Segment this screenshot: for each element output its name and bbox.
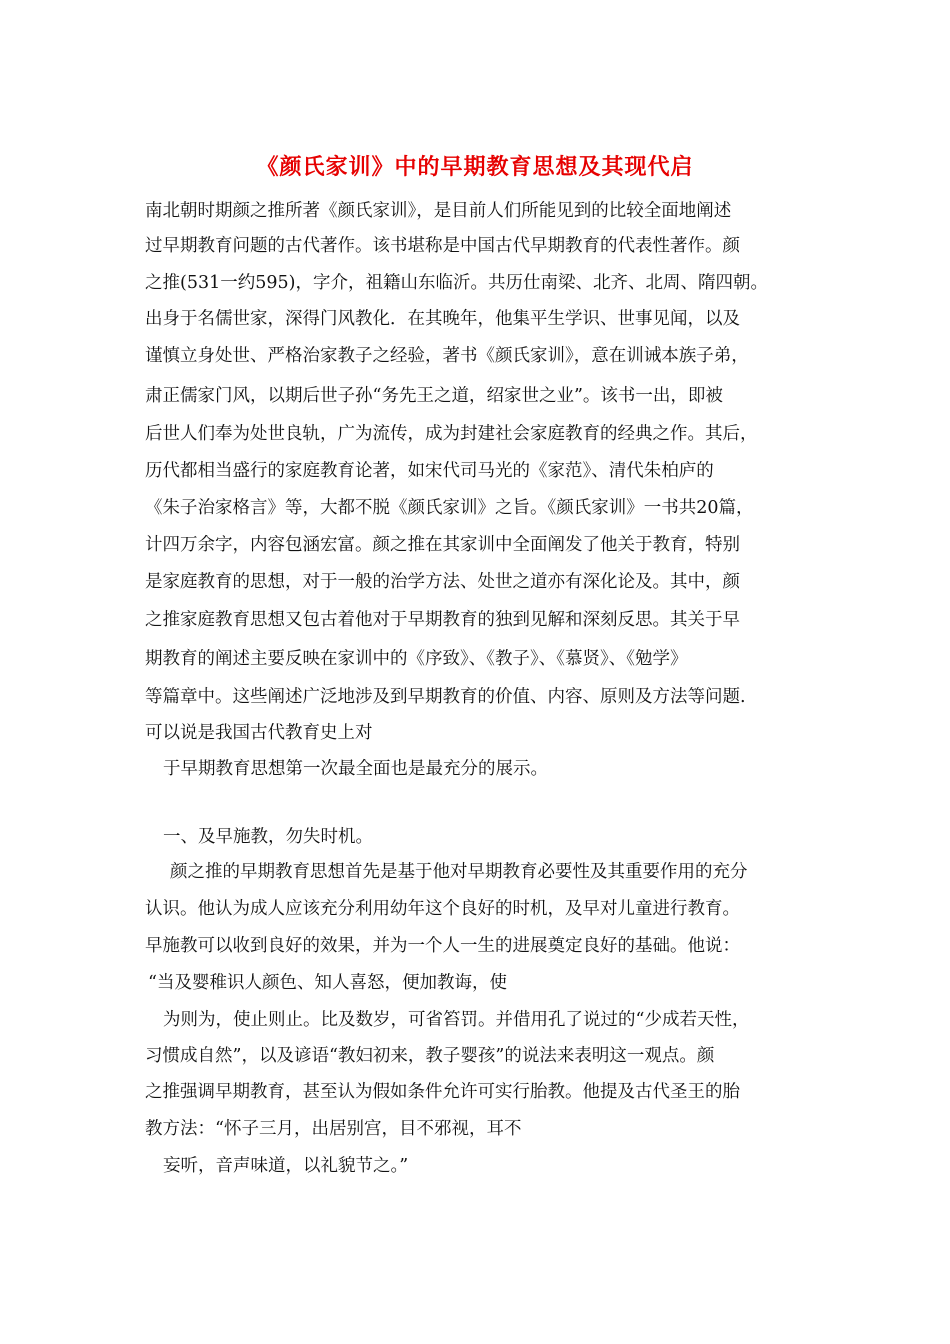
text-line: 谨慎立身处世、严格治家教子之经验，著书《颜氏家训》，意在训诫本族子弟， [145,346,749,366]
text-line: 于早期教育思想第一次最全面也是最充分的展示。 [163,759,548,779]
document-title: 《颜氏家训》中的早期教育思想及其现代启 [256,154,694,180]
text-line: 之推强调早期教育，甚至认为假如条件允许可实行胎教。他提及古代圣王的胎 [145,1082,740,1102]
text-line: 早施教可以收到良好的效果，并为一个人一生的进展奠定良好的基础。他说： [145,936,740,956]
text-line: 为则为，使止则止。比及数岁，可省笞罚。并借用孔了说过的“少成若天性， [163,1010,750,1030]
text-line: 等篇章中。这些阐述广泛地涉及到早期教育的价值、内容、原则及方法等问题. [145,687,746,707]
text-line: 之推家庭教育思想又包古着他对于早期教育的独到见解和深刻反思。其关于早 [145,610,740,630]
text-line: 颜之推的早期教育思想首先是基于他对早期教育必要性及其重要作用的充分 [170,862,748,882]
text-line: 过早期教育问题的古代著作。该书堪称是中国古代早期教育的代表性著作。颜 [145,236,740,256]
text-line: 教方法：“怀子三月，出居别宫，目不邪视，耳不 [145,1119,522,1139]
text-line: 妄听，音声味道，以礼貌节之。” [163,1156,409,1176]
text-line: 期教育的阐述主要反映在家训中的《序致》、《教子》、《慕贤》、《勉学》 [145,649,688,669]
text-line: 是家庭教育的思想，对于一般的治学方法、处世之道亦有深化论及。其中，颜 [145,572,740,592]
text-line: 南北朝时期颜之推所著《颜氏家训》，是目前人们所能见到的比较全面地阐述 [145,201,732,221]
text-line: 计四万余字，内容包涵宏富。颜之推在其家训中全面阐发了他关于教育，特别 [145,535,740,555]
section-heading: 一、及早施教，勿失时机。 [163,827,373,847]
text-line: 肃正儒家门风，以期后世子孙“务先王之道，绍家世之业”。该书一出，即被 [145,386,723,406]
text-line: 可以说是我国古代教育史上对 [145,723,373,743]
text-line: 历代都相当盛行的家庭教育论著，如宋代司马光的《家范》、清代朱柏庐的 [145,461,714,481]
text-line: “当及婴稚识人颜色、知人喜怒，便加教诲，使 [148,973,507,993]
text-line: 之推(531一约595)，字介，祖籍山东临沂。共历仕南梁、北齐、北周、隋四朝。 [145,273,768,293]
text-line: 《朱子治家格言》等，大都不脱《颜氏家训》之旨。《颜氏家训》一书共20篇， [145,498,754,518]
text-line: 出身于名儒世家，深得门风教化．在其晚年，他集平生学识、世事见闻，以及 [145,309,740,329]
text-line: 习惯成自然”，以及谚语“教妇初来，教子婴孩”的说法来表明这一观点。颜 [145,1046,715,1066]
text-line: 后世人们奉为处世良轨，广为流传，成为封建社会家庭教育的经典之作。其后， [145,424,758,444]
text-line: 认识。他认为成人应该充分利用幼年这个良好的时机，及早对儿童进行教育。 [145,899,740,919]
